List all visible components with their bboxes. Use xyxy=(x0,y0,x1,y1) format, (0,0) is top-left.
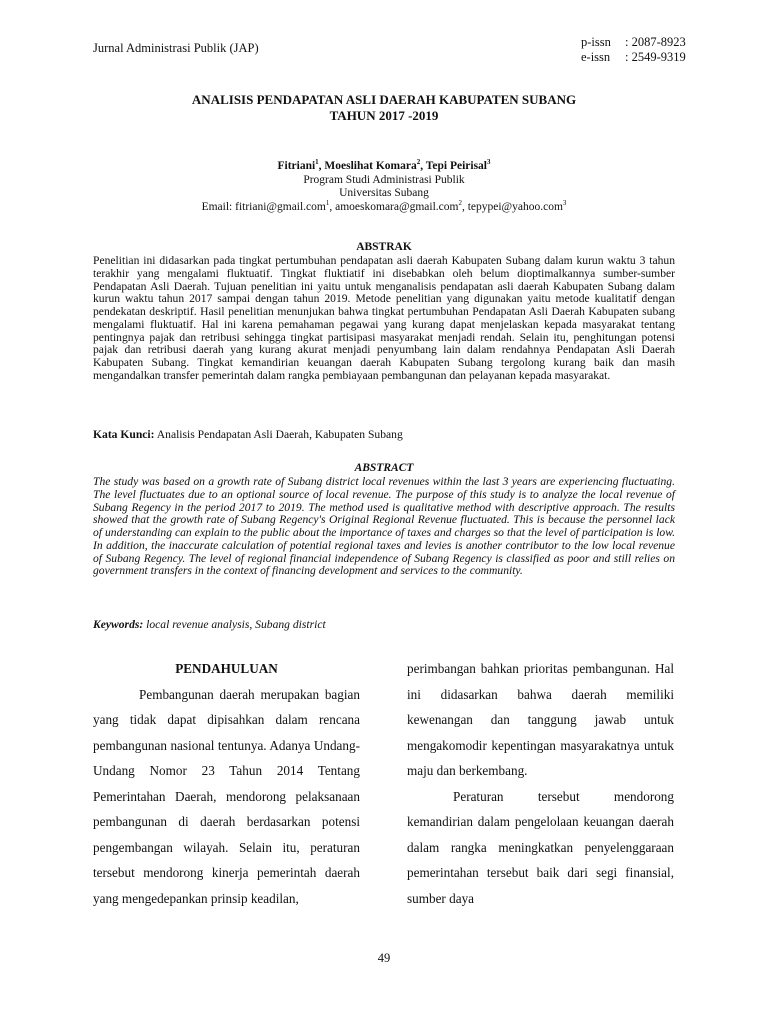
kata-kunci-text: Analisis Pendapatan Asli Daerah, Kabupaten Subang xyxy=(154,428,403,441)
pissn-label: p-issn xyxy=(581,35,611,49)
right-paragraph-2: Peraturan tersebut mendorong kemandirian dalam pengelolaan keuangan daerah dalam rangka meningkatkan penyelenggaraan pemerintahan tersebut baik dari segi finansial, sumber daya xyxy=(407,788,674,906)
body-column-right xyxy=(407,656,674,911)
kata-kunci-label: Kata Kunci: xyxy=(93,428,155,441)
keywords xyxy=(93,618,675,631)
email-3: , tepypei@yahoo.com xyxy=(461,200,563,213)
email-2: , amoeskomara@gmail.com xyxy=(329,200,459,213)
title-line-1: ANALISIS PENDAPATAN ASLI DAERAH KABUPATEN SUBANG xyxy=(191,92,577,107)
author-names xyxy=(93,160,675,174)
email-3-sup: 3 xyxy=(562,198,567,207)
journal-name: Jurnal Administrasi Publik (JAP) xyxy=(93,41,259,55)
author-1-sup: 1 xyxy=(315,158,319,167)
email-2-sup: 2 xyxy=(458,198,462,207)
body-column-left xyxy=(93,656,360,911)
email-1-sup: 1 xyxy=(325,198,330,207)
pissn-row xyxy=(581,35,686,50)
eissn-value: : 2549-9319 xyxy=(625,50,686,64)
keywords-label: Keywords: xyxy=(93,618,144,631)
author-3-sup: 3 xyxy=(487,158,491,167)
title-line-2: TAHUN 2017 -2019 xyxy=(329,108,439,123)
program-name: Program Studi Administrasi Publik xyxy=(303,173,465,186)
eissn-row xyxy=(581,50,686,65)
abstrak-body: Penelitian ini didasarkan pada tingkat pertumbuhan pendapatan asli daerah Kabupaten Subang dalam kurun waktu 3 tahun terakhir yang mengalami fluktuatif. Tingkat fluktiatif ini disebabkan oleh belum dioptimalkannya sumber-sumber Pendapatan Asli Daerah. Tujuan penelitian ini yaitu untuk menganalisis pendapatan asli daerah Kabupaten Subang dalam kurun waktu tahun 2017 sampai dengan tahun 2019. Metode penelitian yang digunakan yaitu metode kualitatif dengan pendekatan deskriptif. Hasil penelitian menunjukan bahwa tingkat pertumbuhan Pendapatan Asli Daerah Kabupaten subang mengalami fluktuatif. Hal ini karena pemahaman pegawai yang kurang dapat menjelaskan kepada masyarakat tentang pentingnya pajak dan retribusi sehingga tingkat partisipasi masyarakat menjadi rendah. Selain itu, penghitungan potensi pajak dan retribusi daerah yang kurang akurat menjadi penyumbang lain dalam rendahnya Pendapatan Asli Daerah Kabupaten Subang. Tingkat kemandirian keuangan daerah Kabupaten Subang tergolong kurang baik dan masih mengandalkan transfer pemerintah dalam rangka pembiayaan pembangunan dan pelayanan kepada masyarakat. xyxy=(93,254,675,382)
abstract-heading: ABSTRACT xyxy=(354,462,414,474)
issn-block xyxy=(581,35,686,65)
author-3: , Tepi Peirisal xyxy=(420,160,488,172)
author-block xyxy=(93,160,675,214)
author-2: , Moeslihat Komara xyxy=(318,160,417,172)
page-number: 49 xyxy=(377,951,391,965)
abstrak-heading: ABSTRAK xyxy=(356,241,412,253)
author-1: Fitriani xyxy=(277,160,316,172)
section-title: PENDAHULUAN xyxy=(175,661,278,676)
keywords-text: local revenue analysis, Subang district xyxy=(143,618,326,631)
email-line xyxy=(93,198,675,215)
pissn-value: : 2087-8923 xyxy=(625,35,686,49)
abstract-body: The study was based on a growth rate of Subang district local revenues within the last 3 years are experiencing fluctuating. The level fluctuates due to an optional source of local revenue. The purpose of this study is to analyze the local revenue of Subang Regency in the period 2017 to 2019. The method used is qualitative method with descriptive approach. The results showed that the growth rate of Subang Regency's Original Regional Revenue fluctuated. This is because the personnel lack of understanding can explain to the public about the importance of taxes and charges so that the level of participation is low. In addition, the inaccurate calculation of potential regional taxes and levies is another contributor to the low local revenue of Subang Regency. The level of regional financial independence of Subang Regency is classified as poor and still relies on government transfers in the context of financing development and services to the community. xyxy=(93,475,675,578)
university-name: Universitas Subang xyxy=(339,187,429,199)
author-2-sup: 2 xyxy=(416,158,421,167)
email-1: Email: fitriani@gmail.com xyxy=(201,200,326,213)
kata-kunci xyxy=(93,428,675,441)
eissn-label: e-issn xyxy=(581,50,611,64)
paper-title xyxy=(93,92,675,124)
left-paragraph: Pembangunan daerah merupakan bagian yang tidak dapat dipisahkan dalam rencana pembangunan nasional tentunya. Adanya Undang-Undang Nomor 23 Tahun 2014 Tentang Pemerintahan Daerah, mendorong pelaksanaan pembangunan di daerah berdasarkan potensi pengembangan wilayah. Selain itu, peraturan tersebut mendorong kinerja pemerintah daerah yang mengedepankan prinsip keadilan, xyxy=(93,686,360,906)
right-paragraph-1: perimbangan bahkan prioritas pembangunan. Hal ini didasarkan bahwa daerah memiliki kewenangan dan tanggung jawab untuk mengakomodir kepentingan masyarakatnya untuk maju dan berkembang. xyxy=(407,661,674,778)
